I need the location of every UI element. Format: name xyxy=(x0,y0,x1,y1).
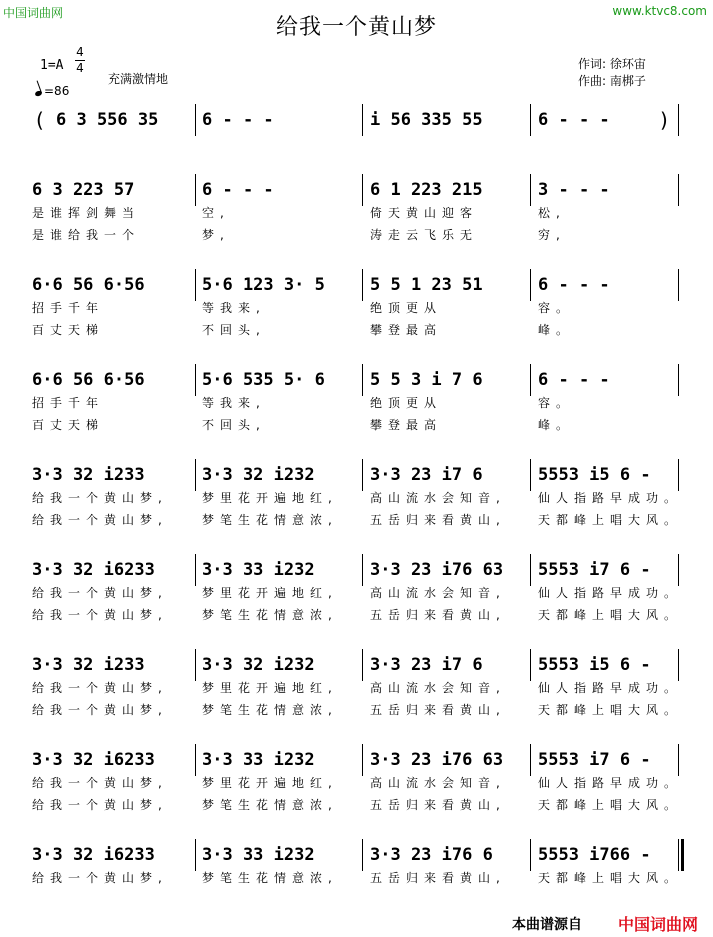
tempo-value: =86 xyxy=(44,84,70,98)
measure-notes: 6·6 56 6·56 xyxy=(32,370,145,390)
lyric-line: 招手千年 xyxy=(32,396,105,410)
bar-line xyxy=(678,649,679,681)
measure-notes: 3·3 33 i232 xyxy=(202,845,315,865)
repeat-paren-close: ) xyxy=(660,108,668,132)
lyric-line: 容。 xyxy=(538,301,575,315)
bar-line xyxy=(195,744,196,776)
lyric-line: 给我一个黄山梦, xyxy=(32,586,168,600)
lyric-line: 梦笔生花情意浓, xyxy=(202,608,338,622)
bar-line xyxy=(195,459,196,491)
lyric-line: 五岳归来看黄山, xyxy=(370,798,506,812)
bar-line xyxy=(362,744,363,776)
bar-line xyxy=(195,104,196,136)
bar-line xyxy=(530,459,531,491)
measure-notes: i 56 335 55 xyxy=(370,110,483,130)
lyric-line: 峰。 xyxy=(538,323,575,337)
lyric-line: 空, xyxy=(202,206,230,220)
measure-notes: 3·3 33 i232 xyxy=(202,560,315,580)
measure-notes: 3·3 33 i232 xyxy=(202,750,315,770)
bar-line xyxy=(530,649,531,681)
tempo-marking xyxy=(35,84,69,98)
lyric-line: 涛走云飞乐无 xyxy=(370,228,479,242)
lyric-line: 梦笔生花情意浓, xyxy=(202,871,338,885)
bar-line xyxy=(530,744,531,776)
measure-notes: 5553 i7 6 - xyxy=(538,750,651,770)
measure-notes: 6 3 223 57 xyxy=(32,180,135,200)
measure-notes: 5·6 535 5· 6 xyxy=(202,370,325,390)
measure-notes: 3·3 32 i233 xyxy=(32,465,145,485)
lyric-line: 高山流水会知音, xyxy=(370,776,506,790)
lyric-line: 天都峰上唱大风。 xyxy=(538,513,683,527)
lyric-line: 绝顶更从 xyxy=(370,396,443,410)
lyric-line: 梦里花开遍地红, xyxy=(202,586,338,600)
measure-notes: 5553 i5 6 - xyxy=(538,655,651,675)
lyric-line: 给我一个黄山梦, xyxy=(32,703,168,717)
lyric-line: 高山流水会知音, xyxy=(370,491,506,505)
bar-line xyxy=(195,364,196,396)
measure-notes: 3·3 32 i6233 xyxy=(32,845,155,865)
lyric-line: 五岳归来看黄山, xyxy=(370,608,506,622)
lyric-line: 仙人指路早成功。 xyxy=(538,681,683,695)
bar-line xyxy=(195,839,196,871)
lyric-line: 梦笔生花情意浓, xyxy=(202,513,338,527)
bar-line xyxy=(195,554,196,586)
bar-line xyxy=(195,649,196,681)
lyric-line: 给我一个黄山梦, xyxy=(32,608,168,622)
lyric-line: 梦里花开遍地红, xyxy=(202,776,338,790)
measure-notes: 5 5 3 i 7 6 xyxy=(370,370,483,390)
bar-line xyxy=(678,744,682,776)
lyric-line: 等我来, xyxy=(202,396,266,410)
lyric-line: 百丈天梯 xyxy=(32,418,105,432)
site-url-right: www.ktvc8.com xyxy=(612,4,707,18)
lyric-line: 是谁给我一个 xyxy=(32,228,141,242)
measure-notes: 6 - - - xyxy=(538,370,610,390)
lyric-line: 攀登最高 xyxy=(370,323,443,337)
lyric-line: 梦笔生花情意浓, xyxy=(202,798,338,812)
lyric-line: 五岳归来看黄山, xyxy=(370,513,506,527)
measure-notes: 6 - - - xyxy=(538,110,610,130)
site-logo-left: 中国词曲网 xyxy=(3,6,64,20)
lyric-line: 高山流水会知音, xyxy=(370,586,506,600)
lyric-line: 仙人指路早成功。 xyxy=(538,776,683,790)
lyric-line: 天都峰上唱大风。 xyxy=(538,703,683,717)
bar-line xyxy=(678,174,679,206)
lyric-line: 给我一个黄山梦, xyxy=(32,681,168,695)
measure-notes: 6 - - - xyxy=(538,275,610,295)
bar-line xyxy=(362,269,363,301)
lyric-line: 仙人指路早成功。 xyxy=(538,586,683,600)
measure-notes: 5553 i5 6 - xyxy=(538,465,651,485)
lyric-line: 天都峰上唱大风。 xyxy=(538,798,683,812)
measure-notes: 6·6 56 6·56 xyxy=(32,275,145,295)
lyric-line: 攀登最高 xyxy=(370,418,443,432)
lyric-line: 梦里花开遍地红, xyxy=(202,681,338,695)
measure-notes: 5·6 123 3· 5 xyxy=(202,275,325,295)
bar-line xyxy=(678,269,679,301)
measure-notes: 3·3 32 i232 xyxy=(202,655,315,675)
bar-line xyxy=(530,364,531,396)
measure-notes: 3·3 23 i76 6 xyxy=(370,845,493,865)
measure-notes: 6 - - - xyxy=(202,110,274,130)
measure-notes: 3·3 32 i6233 xyxy=(32,750,155,770)
measure-notes: 6 1 223 215 xyxy=(370,180,483,200)
lyric-line: 五岳归来看黄山, xyxy=(370,871,506,885)
footer-source: 本曲谱源自 xyxy=(512,917,582,933)
lyric-line: 梦, xyxy=(202,228,230,242)
bar-line xyxy=(195,269,196,301)
lyric-line: 穷, xyxy=(538,228,566,242)
bar-line xyxy=(362,839,363,871)
lyric-line: 招手千年 xyxy=(32,301,105,315)
key-signature: 1=A xyxy=(40,58,64,73)
bar-line xyxy=(362,174,363,206)
song-title: 给我一个黄山梦 xyxy=(275,15,437,40)
measure-notes: 3·3 32 i233 xyxy=(32,655,145,675)
lyric-line: 不回头, xyxy=(202,418,266,432)
bar-line xyxy=(678,104,679,136)
bar-line xyxy=(530,839,531,871)
expression-marking: 充满激情地 xyxy=(108,72,169,86)
lyric-line: 绝顶更从 xyxy=(370,301,443,315)
lyric-line: 给我一个黄山梦, xyxy=(32,798,168,812)
bar-line xyxy=(362,649,363,681)
bar-line xyxy=(530,174,531,206)
lyric-line: 天都峰上唱大风。 xyxy=(538,871,683,885)
measure-notes: 3·3 23 i76 63 xyxy=(370,560,504,580)
measure-notes: 5 5 1 23 51 xyxy=(370,275,483,295)
bar-line xyxy=(362,554,363,586)
lyric-line: 百丈天梯 xyxy=(32,323,105,337)
quarter-note-icon xyxy=(34,90,42,97)
lyric-line: 容。 xyxy=(538,396,575,410)
lyricist-credit: 作词: 徐环宙 xyxy=(578,57,646,71)
measure-notes: 6 3 556 35 xyxy=(56,110,159,130)
lyric-line: 倚天黄山迎客 xyxy=(370,206,479,220)
lyric-line: 峰。 xyxy=(538,418,575,432)
measure-notes: 3·3 23 i76 63 xyxy=(370,750,504,770)
measure-notes: 6 - - - xyxy=(202,180,274,200)
measure-notes: 3·3 32 i6233 xyxy=(32,560,155,580)
lyric-line: 给我一个黄山梦, xyxy=(32,491,168,505)
time-signature xyxy=(75,46,85,75)
bar-line xyxy=(678,554,682,586)
bar-line xyxy=(530,269,531,301)
measure-notes: 3·3 23 i7 6 xyxy=(370,465,483,485)
bar-line xyxy=(362,459,363,491)
measure-notes: 3·3 32 i232 xyxy=(202,465,315,485)
bar-line xyxy=(362,104,366,136)
lyric-line: 不回头, xyxy=(202,323,266,337)
measure-notes: 3·3 23 i7 6 xyxy=(370,655,483,675)
measure-notes: 5553 i766 - xyxy=(538,845,651,865)
bar-line xyxy=(678,839,684,871)
lyric-line: 高山流水会知音, xyxy=(370,681,506,695)
measure-notes: 5553 i7 6 - xyxy=(538,560,651,580)
lyric-line: 天都峰上唱大风。 xyxy=(538,608,683,622)
lyric-line: 梦笔生花情意浓, xyxy=(202,703,338,717)
bar-line xyxy=(678,364,679,396)
repeat-paren-open: ( xyxy=(36,108,44,132)
composer-credit: 作曲: 南梆子 xyxy=(578,74,646,88)
bar-line xyxy=(362,364,363,396)
bar-line xyxy=(530,554,531,586)
lyric-line: 五岳归来看黄山, xyxy=(370,703,506,717)
lyric-line: 等我来, xyxy=(202,301,266,315)
bar-line xyxy=(530,104,531,136)
lyric-line: 仙人指路早成功。 xyxy=(538,491,683,505)
time-bottom: 4 xyxy=(76,61,84,75)
time-top: 4 xyxy=(76,45,84,59)
lyric-line: 给我一个黄山梦, xyxy=(32,776,168,790)
measure-notes: 3 - - - xyxy=(538,180,610,200)
lyric-line: 给我一个黄山梦, xyxy=(32,871,168,885)
lyric-line: 松, xyxy=(538,206,566,220)
lyric-line: 梦里花开遍地红, xyxy=(202,491,338,505)
lyric-line: 是谁挥剑舞当 xyxy=(32,206,141,220)
bar-line xyxy=(195,174,196,206)
lyric-line: 给我一个黄山梦, xyxy=(32,513,168,527)
bar-line xyxy=(678,459,679,491)
footer-site: 中国词曲网 xyxy=(618,915,699,934)
